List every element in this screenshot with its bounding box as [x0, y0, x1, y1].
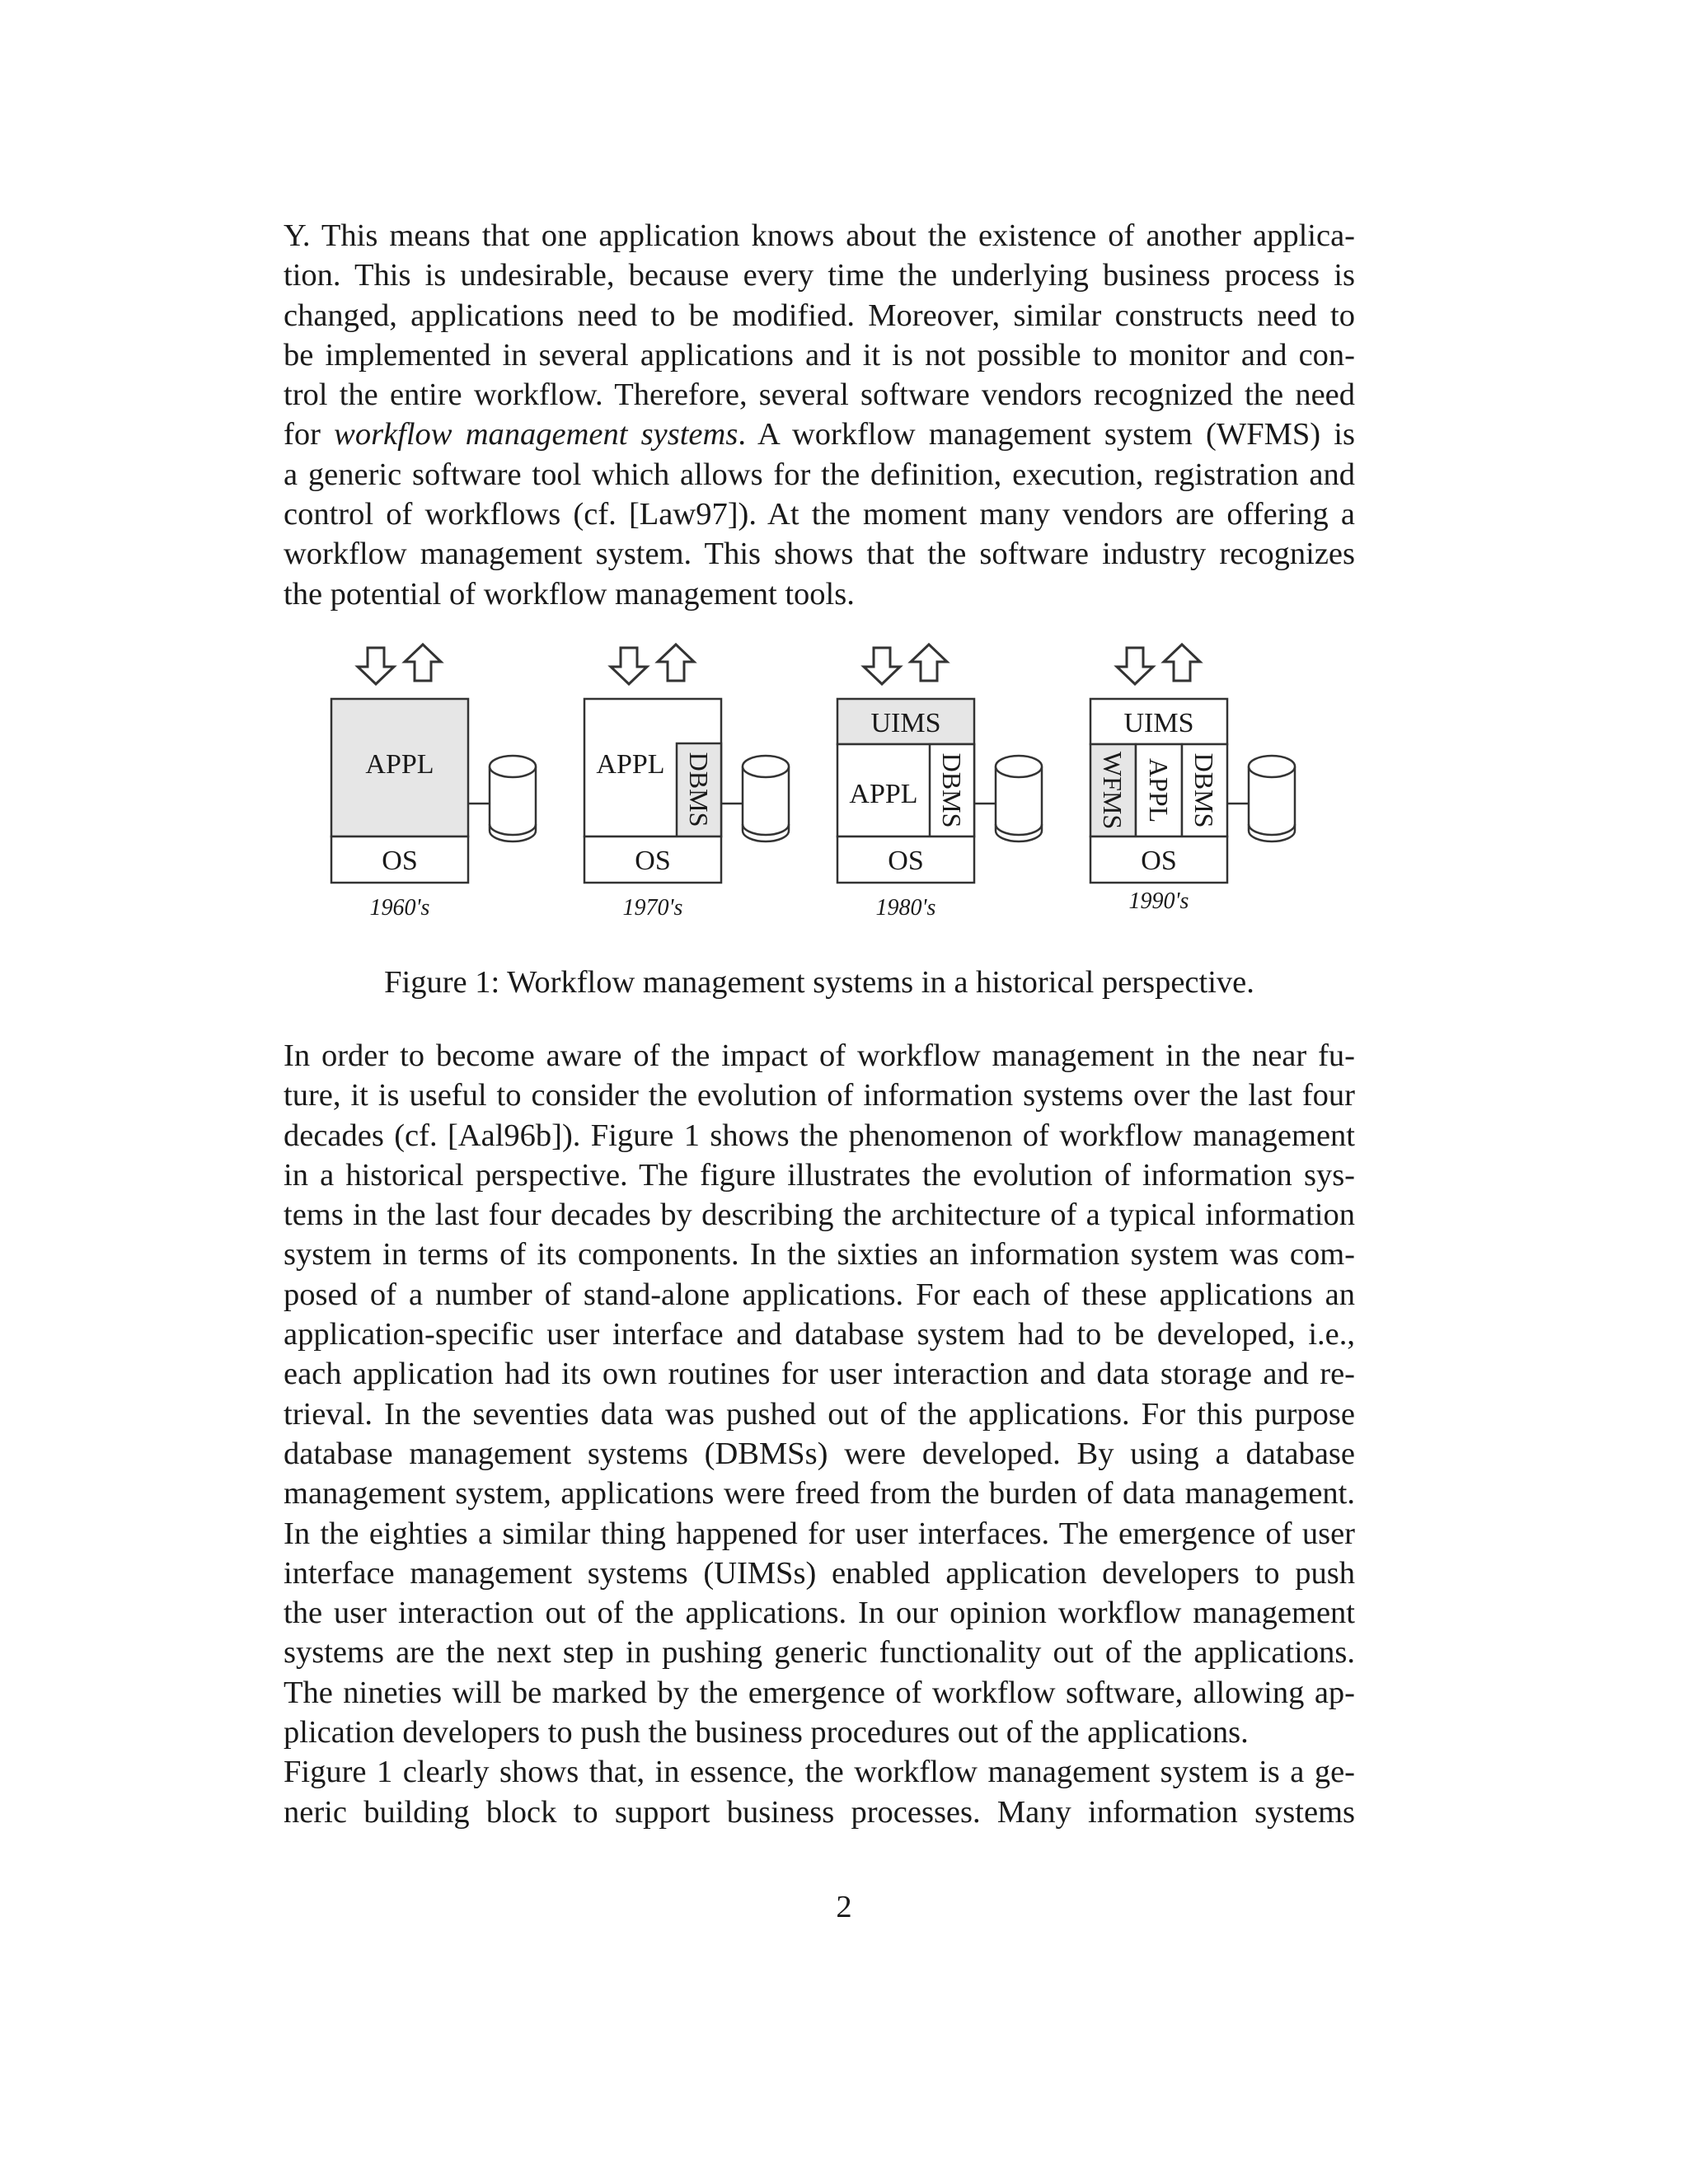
text-line: Figure 1 clearly shows that, in essence, the workflow management system is a ge- — [284, 1755, 1355, 1790]
decade-label: 1960's — [369, 895, 430, 921]
text-fragment: . A workflow management system (WFMS) is — [738, 417, 1355, 452]
text-line: trieval. In the seventies data was pushed out of the applications. For this purpose — [284, 1396, 1355, 1432]
text-line: workflow management system. This shows that the software industry recognizes — [284, 537, 1355, 572]
decade-label: 1990's — [1128, 888, 1189, 914]
wfms-label: WFMS — [1098, 751, 1128, 830]
text-line: trol the entire workflow. Therefore, several software vendors recognized the need — [284, 377, 1355, 413]
text-line: systems are the next step in pushing generic functionality out of the applications. — [284, 1635, 1355, 1671]
arrow-up-icon — [405, 644, 441, 681]
decade-label: 1970's — [622, 895, 683, 921]
text-line: database management systems (DBMSs) were developed. By using a database — [284, 1436, 1355, 1471]
text-line: be implemented in several applications and it is not possible to monitor and con- — [284, 337, 1355, 373]
os-label: OS — [1141, 846, 1177, 876]
os-label: OS — [888, 846, 924, 876]
text-line: interface management systems (UIMSs) enabled application developers to push — [284, 1555, 1355, 1591]
os-label: OS — [382, 846, 418, 876]
appl-label: APPL — [1144, 757, 1174, 823]
appl-label: APPL — [365, 749, 434, 780]
dbms-label: DBMS — [937, 752, 967, 828]
text-line: posed of a number of stand-alone applications. For each of these applications an — [284, 1277, 1355, 1312]
arrow-up-icon — [658, 644, 694, 681]
arrow-down-icon — [1117, 648, 1153, 684]
text-line: management system, applications were freed from the burden of data management. — [284, 1476, 1355, 1511]
dbms-label: DBMS — [1189, 752, 1219, 828]
text-line: application-specific user interface and database system had to be developed, i.e., — [284, 1317, 1355, 1352]
appl-label: APPL — [849, 779, 918, 809]
database-icon — [490, 756, 536, 841]
dbms-label: DBMS — [684, 752, 714, 827]
arrow-down-icon — [611, 648, 647, 684]
paragraph-2 — [284, 1036, 1355, 1832]
text-line: plication developers to push the business procedures out of the applications. — [284, 1715, 1249, 1750]
decade-label: 1980's — [875, 895, 936, 921]
text-line: Y. This means that one application knows about the existence of another applica- — [284, 218, 1355, 253]
appl-label: APPL — [596, 749, 665, 780]
text-line: control of workflows (cf. [Law97]). At the moment many vendors are offering a — [284, 497, 1355, 532]
arrow-down-icon — [864, 648, 900, 684]
text-line: a generic software tool which allows for the definition, execution, registration and — [284, 457, 1355, 492]
text-line: tems in the last four decades by describing the architecture of a typical information — [284, 1197, 1355, 1233]
text-line: each application had its own routines for user interaction and data storage and re- — [284, 1357, 1355, 1392]
page-number: 2 — [836, 1890, 852, 1924]
era-1990s — [1090, 644, 1295, 914]
text-line: ture, it is useful to consider the evolution of information systems over the last four — [284, 1078, 1355, 1113]
era-1960s — [331, 644, 536, 921]
uims-label: UIMS — [1123, 708, 1194, 738]
text-line: tion. This is undesirable, because every time the underlying business process is — [284, 258, 1355, 293]
era-1980s — [837, 644, 1042, 921]
text-line: The nineties will be marked by the emergence of workflow software, allowing ap- — [284, 1675, 1355, 1710]
emphasis-term: workflow management systems — [334, 417, 738, 452]
database-icon — [996, 756, 1042, 841]
arrow-up-icon — [1164, 644, 1200, 681]
text-line: neric building block to support business processes. Many information systems — [284, 1794, 1355, 1830]
text-line: In the eighties a similar thing happened for user interfaces. The emergence of user — [284, 1516, 1355, 1551]
text-line: the potential of workflow management tools. — [284, 576, 855, 612]
text-fragment: for — [284, 417, 335, 452]
text-line: changed, applications need to be modified. Moreover, similar constructs need to — [284, 298, 1355, 333]
arrow-up-icon — [911, 644, 947, 681]
arrow-down-icon — [358, 648, 394, 684]
database-icon — [1249, 756, 1295, 841]
text-line: system in terms of its components. In the sixties an information system was com- — [284, 1237, 1355, 1272]
text-line: decades (cf. [Aal96b]). Figure 1 shows the phenomenon of workflow management — [284, 1118, 1355, 1153]
os-label: OS — [635, 846, 671, 876]
text-line: the user interaction out of the applications. In our opinion workflow management — [284, 1596, 1355, 1631]
uims-label: UIMS — [870, 708, 941, 738]
text-line: In order to become aware of the impact of workflow management in the near fu- — [284, 1038, 1355, 1073]
text-line: in a historical perspective. The figure illustrates the evolution of information sys- — [284, 1157, 1355, 1193]
database-icon — [743, 756, 789, 841]
figure-caption: Figure 1: Workflow management systems in a historical perspective. — [384, 965, 1254, 1000]
era-1970s — [584, 644, 789, 921]
